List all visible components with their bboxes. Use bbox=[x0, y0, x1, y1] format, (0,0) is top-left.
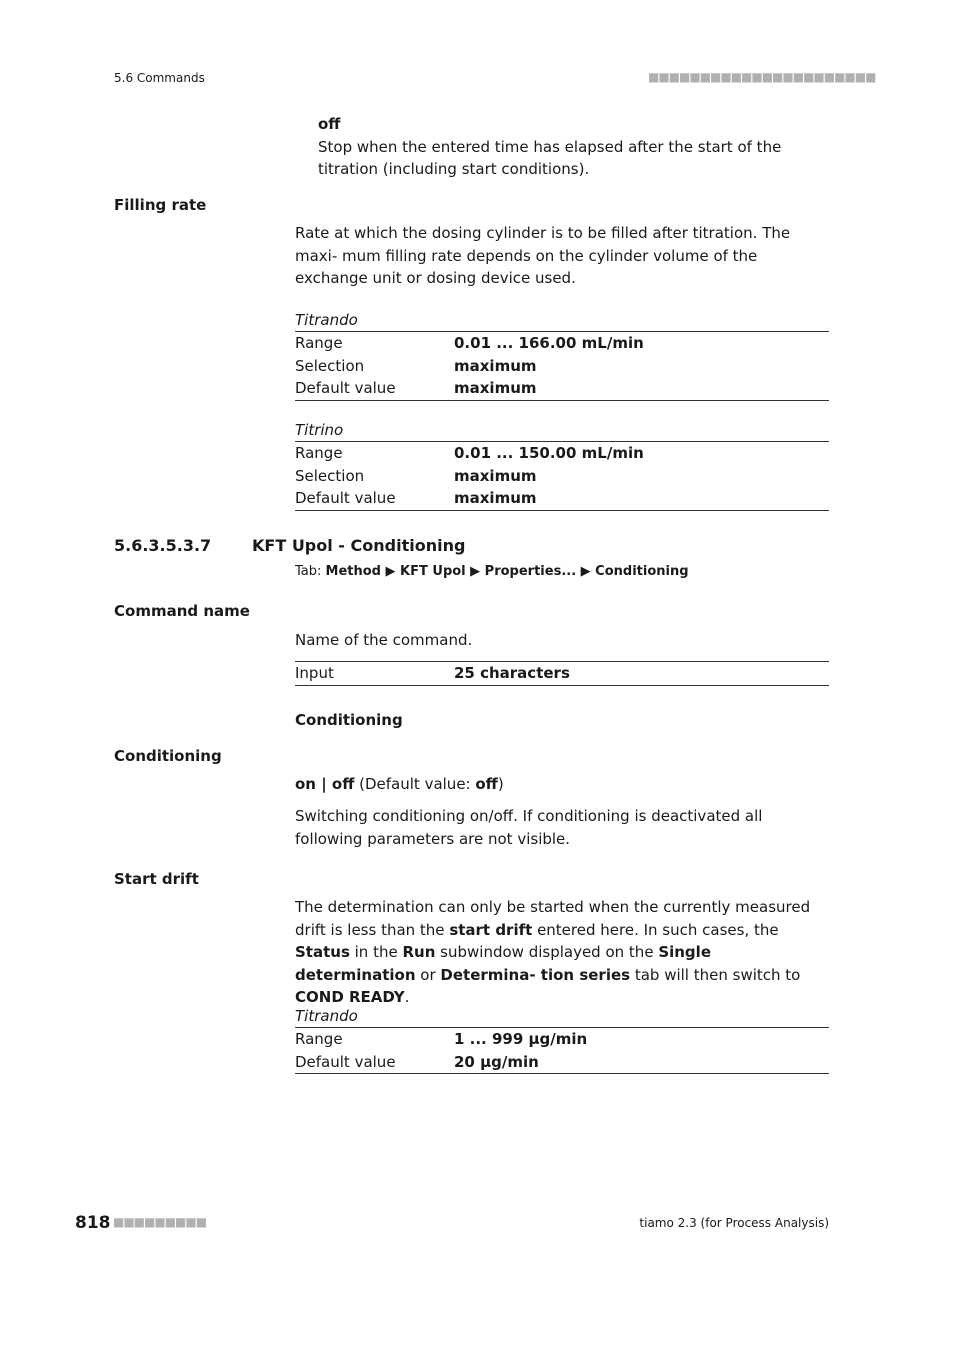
table-row bbox=[295, 1028, 829, 1051]
footer-decoration: ■■■■■■■■■ bbox=[113, 1215, 207, 1229]
table-row bbox=[295, 332, 829, 355]
tab-path bbox=[295, 564, 689, 579]
row-value: maximum bbox=[454, 356, 537, 375]
filling-rate-titrando-table bbox=[295, 309, 829, 401]
row-value: maximum bbox=[454, 379, 537, 397]
command-name-label: Command name bbox=[114, 602, 250, 620]
row-value: 25 characters bbox=[454, 664, 570, 682]
section-number: 5.6.3.5.3.7 bbox=[114, 536, 212, 555]
table-row bbox=[295, 487, 829, 510]
section-title: KFT Upol - Conditioning bbox=[252, 536, 466, 555]
table-row bbox=[295, 1051, 829, 1074]
row-key: Default value bbox=[295, 1052, 396, 1071]
row-key: Default value bbox=[295, 489, 396, 507]
row-key: Range bbox=[295, 1030, 343, 1048]
text-run-bold: Run bbox=[402, 943, 436, 961]
command-name-table bbox=[295, 661, 829, 686]
text-run-bold: Status bbox=[295, 943, 350, 961]
row-value: 0.01 ... 166.00 mL/min bbox=[454, 334, 644, 352]
header-decoration: ■■■■■■■■■■■■■■■■■■■■■■ bbox=[648, 70, 876, 84]
table-row bbox=[295, 465, 829, 488]
text-run: in the bbox=[349, 943, 403, 961]
text-run-bold: Determina- tion series bbox=[440, 965, 631, 984]
table-row bbox=[295, 442, 829, 465]
footer-product: tiamo 2.3 (for Process Analysis) bbox=[639, 1216, 829, 1230]
table-end-rule bbox=[295, 1073, 829, 1074]
off-option-desc: Stop when the entered time has elapsed after the start of the titration (including start conditions). bbox=[318, 137, 782, 178]
text-run-bold: Single determination bbox=[295, 943, 711, 984]
start-drift-label: Start drift bbox=[114, 870, 199, 888]
text-run: subwindow displayed on the bbox=[435, 943, 659, 961]
text-run: The determination can only be started when the currently measured drift is less than the bbox=[295, 898, 811, 939]
text-run: or bbox=[415, 965, 441, 984]
header-section: 5.6 Commands bbox=[114, 71, 205, 85]
table-end-rule bbox=[295, 685, 829, 686]
row-value: maximum bbox=[454, 466, 537, 485]
row-key: Input bbox=[295, 664, 334, 682]
row-key: Selection bbox=[295, 356, 365, 375]
row-value: 20 µg/min bbox=[454, 1052, 539, 1071]
off-option bbox=[318, 113, 829, 181]
options-close: ) bbox=[497, 775, 504, 793]
text-run-bold: start drift bbox=[449, 920, 533, 939]
conditioning-label: Conditioning bbox=[114, 747, 222, 765]
row-key: Range bbox=[295, 444, 343, 462]
row-key: Default value bbox=[295, 379, 396, 397]
row-value: 1 ... 999 µg/min bbox=[454, 1030, 588, 1048]
options-default-value: off bbox=[475, 775, 498, 793]
tab-prefix: Tab: bbox=[295, 564, 326, 579]
row-value: 0.01 ... 150.00 mL/min bbox=[454, 444, 644, 462]
start-drift-titrando-table bbox=[295, 1005, 829, 1074]
text-run: tab will then switch to bbox=[630, 965, 801, 984]
conditioning-options bbox=[295, 773, 829, 796]
text-run-bold: COND READY bbox=[295, 988, 405, 1006]
row-key: Selection bbox=[295, 466, 365, 485]
table-row bbox=[295, 662, 829, 685]
table-end-rule bbox=[295, 400, 829, 401]
filling-rate-titrino-table bbox=[295, 419, 829, 511]
table-end-rule bbox=[295, 510, 829, 511]
start-drift-desc bbox=[295, 896, 829, 1009]
off-option-label: off bbox=[318, 115, 341, 133]
options-values: on | off bbox=[295, 775, 355, 793]
page-number: 818 bbox=[75, 1213, 111, 1233]
filling-rate-label: Filling rate bbox=[114, 196, 207, 214]
conditioning-desc: Switching conditioning on/off. If conditioning is deactivated all following parameters are not visible. bbox=[295, 807, 763, 848]
command-name-desc: Name of the command. bbox=[295, 631, 473, 649]
table-row bbox=[295, 355, 829, 378]
filling-rate-desc: Rate at which the dosing cylinder is to be filled after titration. The maxi- mum filling rate depends on the cylinder volume of the exchange unit or dosing device used. bbox=[295, 224, 791, 287]
table-caption: Titrando bbox=[295, 1005, 829, 1028]
tab-path-value: Method ▶ KFT Upol ▶ Properties... ▶ Conditioning bbox=[325, 564, 689, 579]
options-default-text: (Default value: bbox=[354, 775, 476, 793]
conditioning-heading: Conditioning bbox=[295, 711, 403, 729]
text-run: entered here. In such cases, the bbox=[532, 920, 779, 939]
row-value: maximum bbox=[454, 489, 537, 507]
row-key: Range bbox=[295, 334, 343, 352]
table-caption: Titrino bbox=[295, 419, 829, 442]
table-caption: Titrando bbox=[295, 309, 829, 332]
table-row bbox=[295, 377, 829, 400]
text-run: . bbox=[404, 988, 410, 1006]
